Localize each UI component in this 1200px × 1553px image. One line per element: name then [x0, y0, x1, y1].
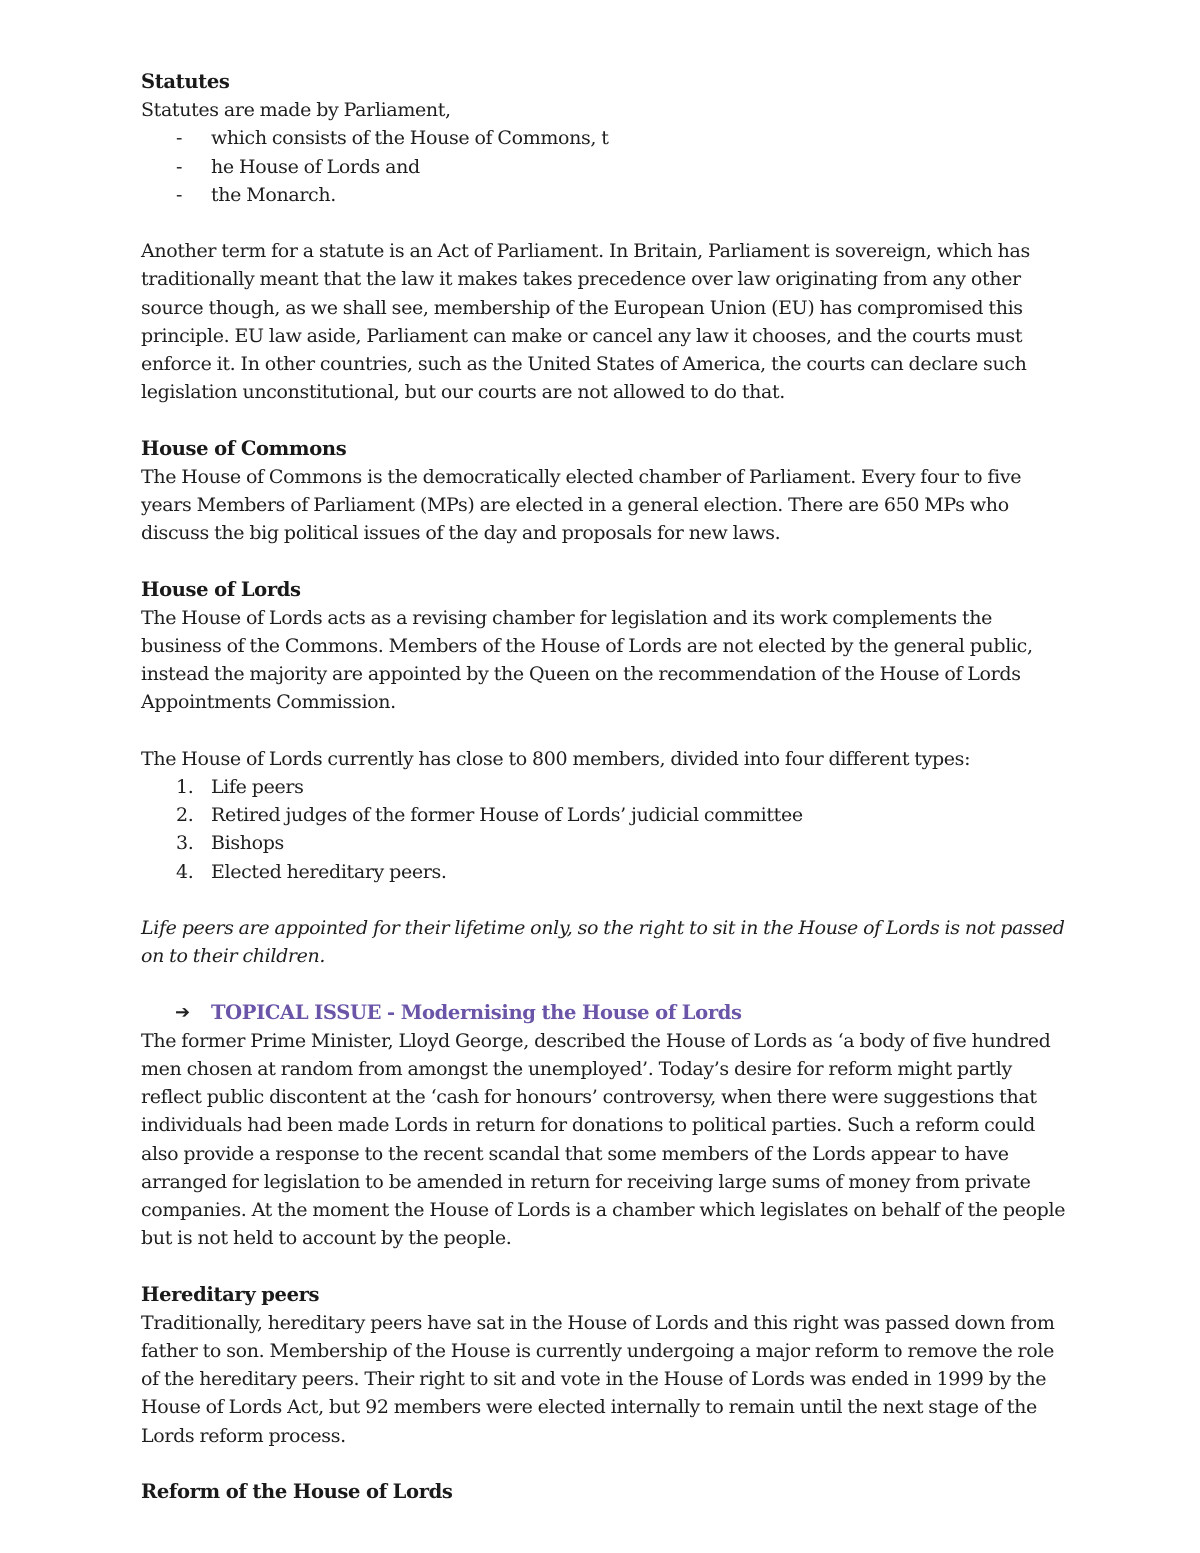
list-item: 2. Retired judges of the former House of Lords’ judicial committee — [141, 801, 1066, 829]
lords-heading: House of Lords — [141, 577, 301, 601]
life-peers-note: Life peers are appointed for their lifetime only, so the right to sit in the House of Lords is not passed on to their children. — [141, 917, 1065, 968]
commons-heading: House of Commons — [141, 436, 347, 460]
list-item: - the Monarch. — [141, 181, 1066, 209]
list-item: - which consists of the House of Commons, t — [141, 124, 1066, 152]
arrow-right-icon: ➔ — [175, 1001, 190, 1023]
list-item: 4. Elected hereditary peers. — [141, 858, 1066, 886]
list-number: 4. — [176, 860, 194, 883]
list-item: - he House of Lords and — [141, 153, 1066, 181]
statutes-heading: Statutes — [141, 70, 230, 93]
dash-marker: - — [176, 127, 183, 150]
topical-issue-heading — [141, 999, 1066, 1027]
reform-heading: Reform of the House of Lords — [141, 1480, 453, 1504]
lords-types-list — [141, 773, 1066, 886]
lords-types-intro: The House of Lords currently has close to 800 members, divided into four different types: — [141, 747, 971, 770]
commons-paragraph: The House of Commons is the democratically elected chamber of Parliament. Every four to five years Members of Parliament (MPs) are elected in a general election. There are 650 MPs who discuss the big political issues of the day and proposals for new laws. — [141, 465, 1022, 545]
topical-issue-title: TOPICAL ISSUE - Modernising the House of Lords — [211, 1000, 742, 1024]
list-item: 1. Life peers — [141, 773, 1066, 801]
hereditary-heading: Hereditary peers — [141, 1282, 320, 1306]
list-number: 2. — [176, 804, 194, 827]
list-number: 3. — [176, 832, 194, 855]
hereditary-paragraph: Traditionally, hereditary peers have sat in the House of Lords and this right was passed down from father to son. Membership of the House is currently undergoing a major reform to remove the role of the hereditary peers. Their right to sit and vote in the House of Lords was ended in 1999 by the House of Lords Act, but 92 members were elected internally to remain until the next stage of the Lords reform process. — [141, 1311, 1055, 1447]
topical-paragraph: The former Prime Minister, Lloyd George, described the House of Lords as ‘a body of five hundred men chosen at random from amongst the unemployed’. Today’s desire for reform might partly reflect public discontent at the ‘cash for honours’ controversy, when there were suggestions that individuals had been made Lords in return for donations to political parties. Such a reform could also provide a response to the recent scandal that some members of the Lords appear to have arranged for legislation to be amended in return for receiving large sums of money from private companies. At the moment the House of Lords is a chamber which legislates on behalf of the people but is not held to account by the people. — [141, 1029, 1066, 1250]
dash-marker: - — [176, 155, 183, 178]
list-number: 1. — [176, 776, 194, 799]
statutes-list — [141, 124, 1066, 209]
list-item: 3. Bishops — [141, 829, 1066, 857]
document-page — [141, 68, 1066, 1506]
lords-paragraph: The House of Lords acts as a revising chamber for legislation and its work complements the business of the Commons. Members of the House of Lords are not elected by the general public, instead the majority are appointed by the Queen on the recommendation of the House of Lords Appointments Commission. — [141, 606, 1033, 714]
statutes-paragraph: Another term for a statute is an Act of Parliament. In Britain, Parliament is sovereign, which has traditionally meant that the law it makes takes precedence over law originating from any other source though, as we shall see, membership of the European Union (EU) has compromised this principle. EU law aside, Parliament can make or cancel any law it chooses, and the courts must enforce it. In other countries, such as the United States of America, the courts can declare such legislation unconstitutional, but our courts are not allowed to do that. — [141, 240, 1030, 404]
dash-marker: - — [176, 183, 183, 206]
statutes-intro: Statutes are made by Parliament, — [141, 99, 451, 122]
